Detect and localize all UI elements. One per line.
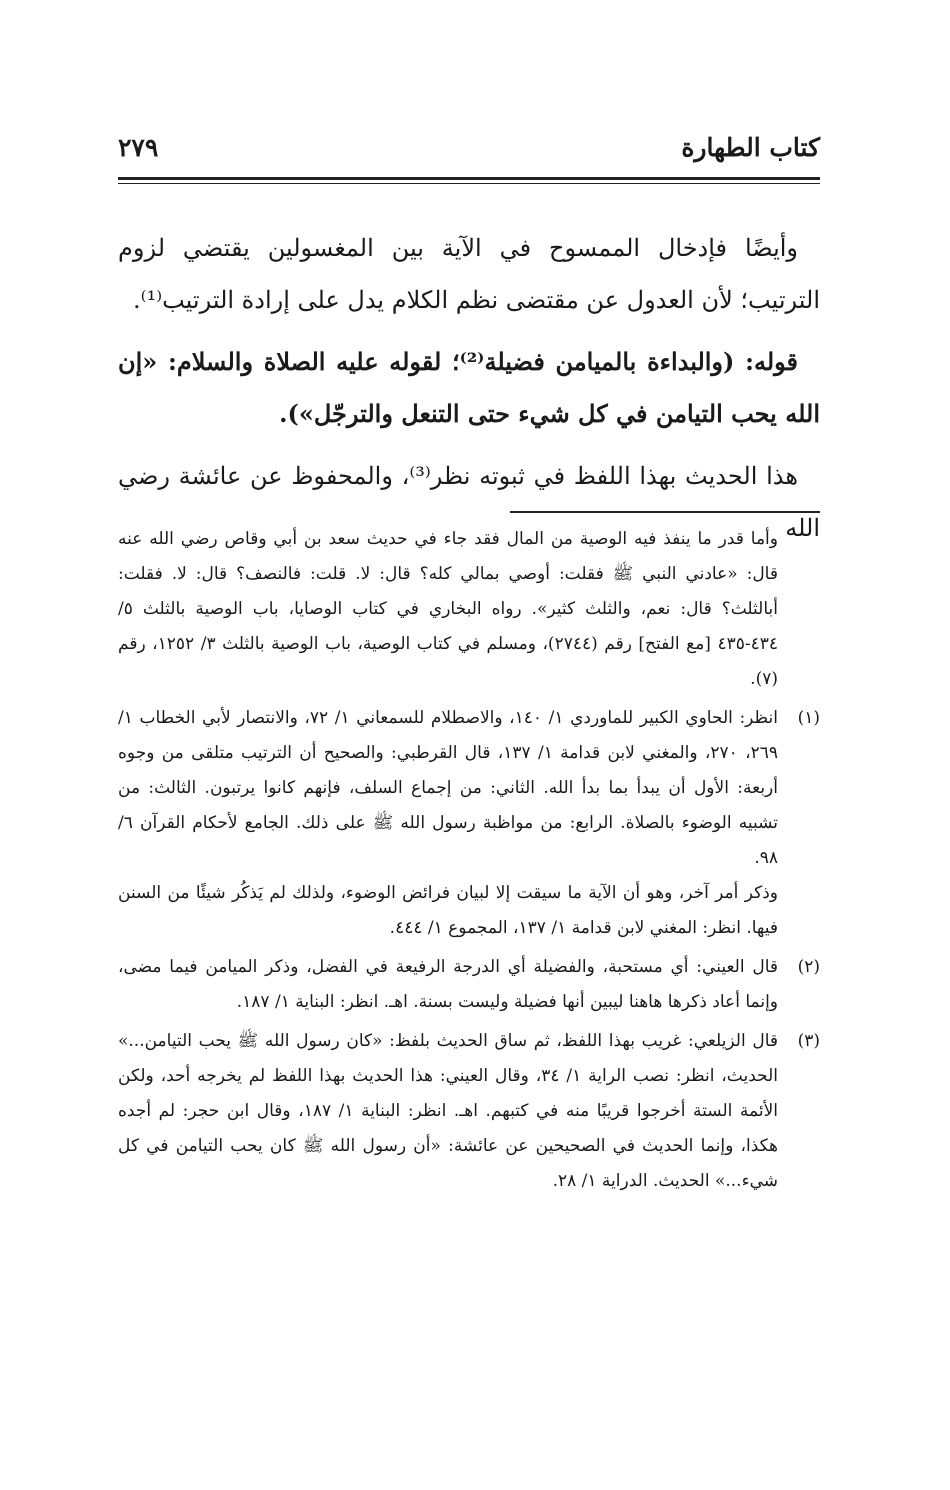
page-header [118,133,820,173]
main-text [118,222,820,554]
footnote-3 [118,1024,820,1199]
footnote-separator [510,511,820,513]
paragraph-3: هذا الحديث بهذا اللفظ في ثبوته نظر⁽³⁾، والمحفوظ عن عائشة رضي الله [118,462,820,542]
footnotes [118,522,820,1199]
footnote-2 [118,950,820,1020]
footnote-2-number: (٢) [797,957,820,977]
header-rule-thick [118,177,820,180]
footnote-1-extra: وذكر أمر آخر، وهو أن الآية ما سيقت إلا لبيان فرائض الوضوء، ولذلك لم يَذكُر شيئًا من السنن فيها. انظر: المغني لابن قدامة ١/ ١٣٧، المجموع ١/ ٤٤٤. [118,883,778,938]
footnote-1-text: انظر: الحاوي الكبير للماوردي ١/ ١٤٠، والاصطلام للسمعاني ١/ ٧٢، والانتصار لأبي الخطاب ١/ ٢٦٩، ٢٧٠، والمغني لابن قدامة ١/ ١٣٧، قال القرطبي: والصحيح أن الترتيب متلقى من وجوه أربعة: الأول أن يبدأ بما بدأ الله. الثاني: من إجماع السلف، فإنهم كانوا يرتبون. الثالث: من تشبيه الوضوء بالصلاة. الرابع: من مواظبة رسول الله ﷺ على ذلك. الجامع لأحكام القرآن ٦/ ٩٨. [118,708,778,868]
footnote-3-text: قال الزيلعي: غريب بهذا اللفظ، ثم ساق الحديث بلفظ: «كان رسول الله ﷺ يحب التيامن...» الحديث، انظر: نصب الراية ١/ ٣٤، وقال العيني: هذا الحديث بهذا اللفظ لم يخرجه أحد، ولكن الأئمة الستة أخرجوا قريبًا منه في كتبهم. اهـ. انظر: البناية ١/ ١٨٧، وقال ابن حجر: لم أجده هكذا، وإنما الحديث في الصحيحين عن عائشة: «أن رسول الله ﷺ كان يحب التيامن في كل شيء...» الحديث. الدراية ١/ ٢٨. [118,1031,779,1191]
page-number: ٢٧٩ [118,133,159,162]
book-title: كتاب الطهارة [681,133,820,162]
footnote-1 [118,701,820,876]
paragraph-2-quote: قوله: (والبداءة بالميامن فضيلة⁽²⁾؛ لقوله عليه الصلاة والسلام: «إن الله يحب التيامن في كل شيء حتى التنعل والترجّل»). [118,347,820,428]
footnote-1-number: (١) [797,708,820,728]
footnote-continuation: وأما قدر ما ينفذ فيه الوصية من المال فقد جاء في حديث سعد بن أبي وقاص رضي الله عنه قال: «عادني النبي ﷺ فقلت: أوصي بمالي كله؟ قال: لا. قلت: فالنصف؟ قال: لا. فقلت: أبالثلث؟ قال: نعم، والثلث كثير». رواه البخاري في كتاب الوصايا، باب الوصية بالثلث ٥/ ٤٣٤-٤٣٥ [مع الفتح] رقم (٢٧٤٤)، ومسلم في كتاب الوصية، باب الوصية بالثلث ٣/ ١٢٥٢، رقم (٧). [118,529,779,689]
header-rule-thin [118,183,820,184]
paragraph-1: وأيضًا فإدخال الممسوح في الآية بين المغسولين يقتضي لزوم الترتيب؛ لأن العدول عن مقتضى نظم الكلام يدل على إرادة الترتيب⁽¹⁾. [118,234,820,314]
footnote-2-text: قال العيني: أي مستحبة، والفضيلة أي الدرجة الرفيعة في الفضل، وذكر الميامن فيما مضى، وإنما أعاد ذكرها هاهنا ليبين أنها فضيلة وليست بسنة. اهـ. انظر: البناية ١/ ١٨٧. [118,957,778,1012]
footnote-3-number: (٣) [797,1031,820,1051]
